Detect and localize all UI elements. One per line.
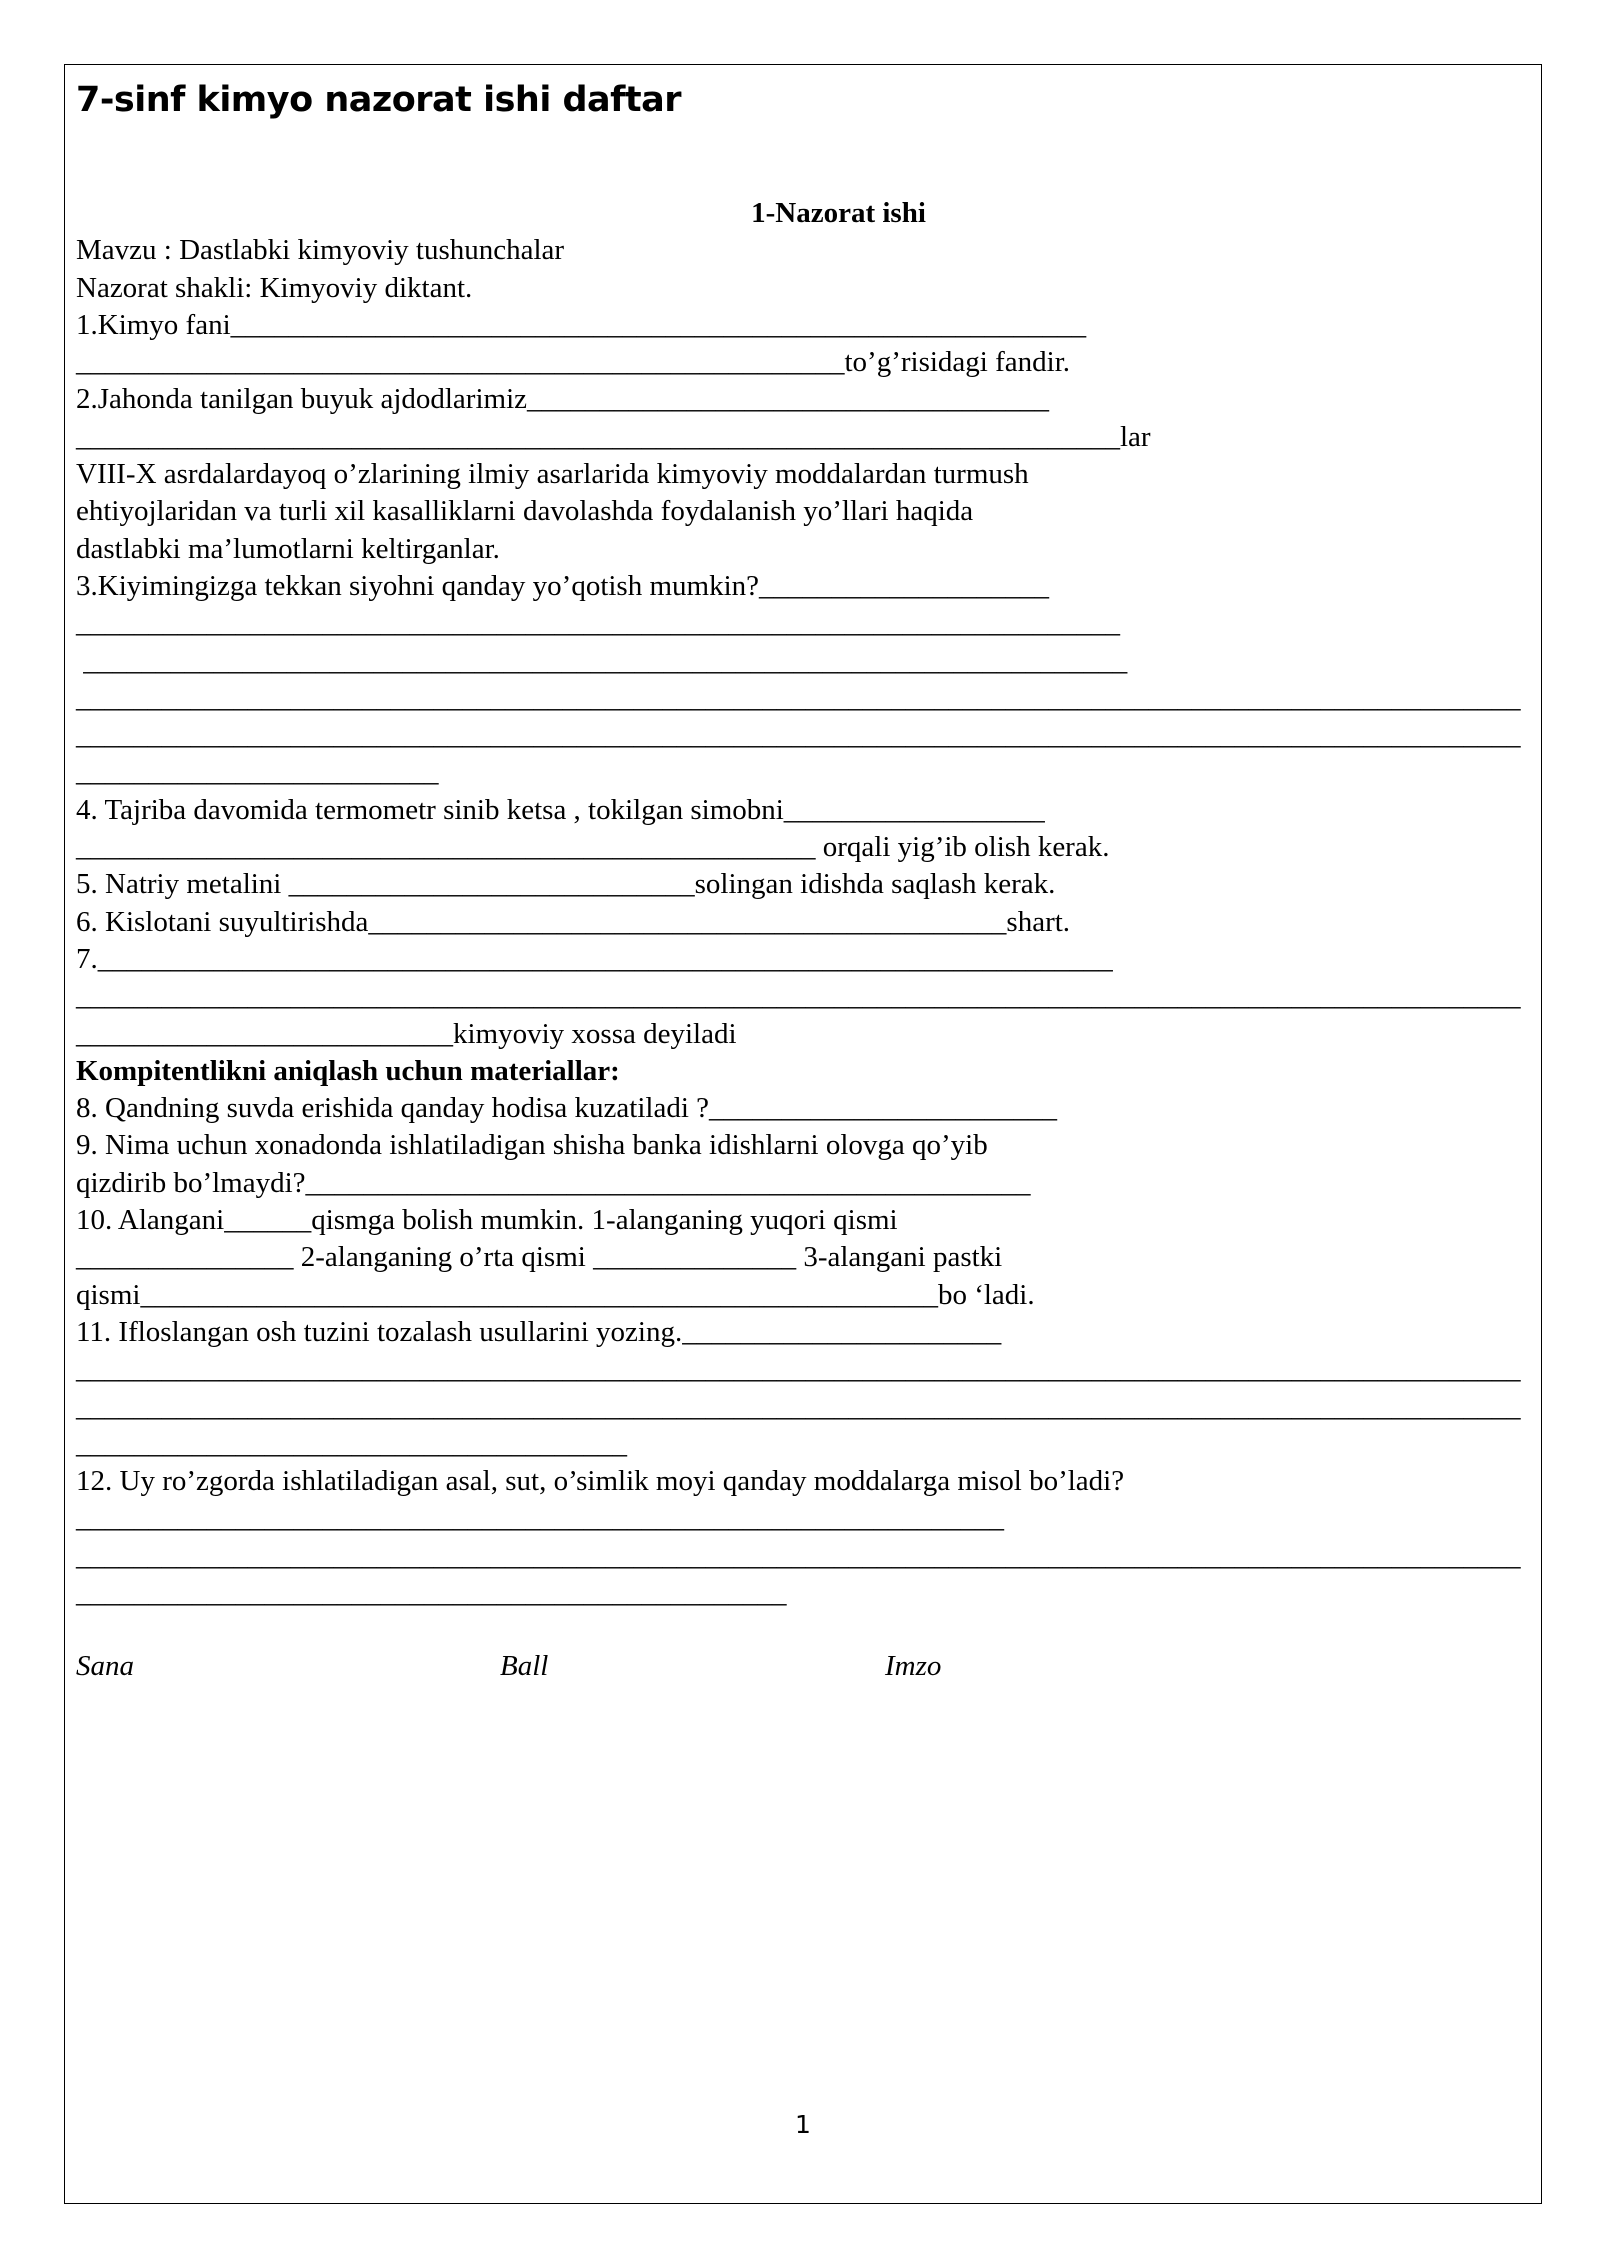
answer-blank-line: ________________________________________________________________________ [76, 644, 1128, 677]
question-line: ehtiyojlaridan va turli xil kasalliklarni davolashda foydalanish yo’llari haqida [76, 495, 974, 528]
work-heading: 1-Nazorat ishi [751, 197, 926, 229]
topic-line: Mavzu : Dastlabki kimyoviy tushunchalar [76, 234, 565, 267]
question-line: qizdirib bo’lmaydi?__________________________________________________ [76, 1166, 1031, 1199]
answer-blank-line: _____________________________________________________________________________________________________ [76, 1353, 1521, 1386]
question-line: 7.______________________________________________________________________ [76, 942, 1113, 975]
question-line: 12. Uy ro’zgorda ishlatiladigan asal, sut, o’simlik moyi qanday moddalarga misol bo’ladi? [76, 1465, 1125, 1498]
answer-blank-line: _____________________________________________________________________________________________________ [76, 681, 1521, 714]
question-line: 8. Qandning suvda erishida qanday hodisa kuzatiladi ?________________________ [76, 1092, 1058, 1125]
question-line: VIII-X asrdalardayoq o’zlarining ilmiy asarlarida kimyoviy moddalardan turmush [76, 458, 1029, 491]
question-line: ________________________________________________________________________lar [76, 420, 1151, 453]
signature-label: Imzo [885, 1650, 942, 1682]
answer-blank-line: _____________________________________________________________________________________________________ [76, 719, 1521, 752]
answer-blank-line: _____________________________________________________________________________________________________ [76, 1539, 1521, 1572]
question-line: 11. Ifloslangan osh tuzini tozalash usullarini yozing.______________________ [76, 1315, 1002, 1348]
answer-blank-line: _________________________________________________ [76, 1576, 787, 1609]
form-line: Nazorat shakli: Kimyoviy diktant. [76, 271, 473, 304]
worksheet-body [76, 195, 1521, 1612]
question-line: 4. Tajriba davomida termometr sinib ketsa , tokilgan simobni__________________ [76, 793, 1045, 826]
question-line: 9. Nima uchun xonadonda ishlatiladigan shisha banka idishlarni olovga qo’yib [76, 1129, 988, 1162]
answer-blank-line: ________________________________________________________________________ [76, 607, 1120, 640]
answer-blank-line: ________________________________________________________________ [76, 1502, 1004, 1535]
answer-blank-line: _________________________ [76, 756, 439, 789]
answer-blank-line: _____________________________________________________________________________________________________ [76, 980, 1521, 1013]
question-line: 2.Jahonda tanilgan buyuk ajdodlarimiz____________________________________ [76, 383, 1050, 416]
answer-blank-line: _____________________________________________________________________________________________________ [76, 1390, 1521, 1423]
page-number: 1 [795, 2110, 811, 2139]
score-label: Ball [500, 1650, 549, 1682]
question-line: __________________________kimyoviy xossa deyiladi [76, 1017, 737, 1050]
question-line: _______________ 2-alanganing o’rta qismi ______________ 3-alangani pastki [76, 1241, 1003, 1274]
page-title: 7-sinf kimyo nazorat ishi daftar [76, 80, 682, 120]
question-line: qismi_______________________________________________________bo ‘ladi. [76, 1278, 1035, 1311]
question-line: 6. Kislotani suyultirishda____________________________________________shart. [76, 905, 1071, 938]
answer-blank-line: ______________________________________ [76, 1427, 627, 1460]
question-line: 1.Kimyo fani___________________________________________________________ [76, 308, 1087, 341]
question-line: dastlabki ma’lumotlarni keltirganlar. [76, 532, 500, 565]
question-line: 3.Kiyimingizga tekkan siyohni qanday yo’qotish mumkin?____________________ [76, 569, 1050, 602]
question-line: 5. Natriy metalini ____________________________solingan idishda saqlash kerak. [76, 868, 1056, 901]
question-line: _____________________________________________________to’g’risidagi fandir. [76, 346, 1071, 379]
date-label: Sana [76, 1650, 134, 1682]
section-heading: Kompitentlikni aniqlash uchun materiallar: [76, 1054, 620, 1087]
question-line: 10. Alangani______qismga bolish mumkin. 1-alanganing yuqori qismi [76, 1204, 898, 1237]
question-line: ___________________________________________________ orqali yig’ib olish kerak. [76, 831, 1110, 864]
